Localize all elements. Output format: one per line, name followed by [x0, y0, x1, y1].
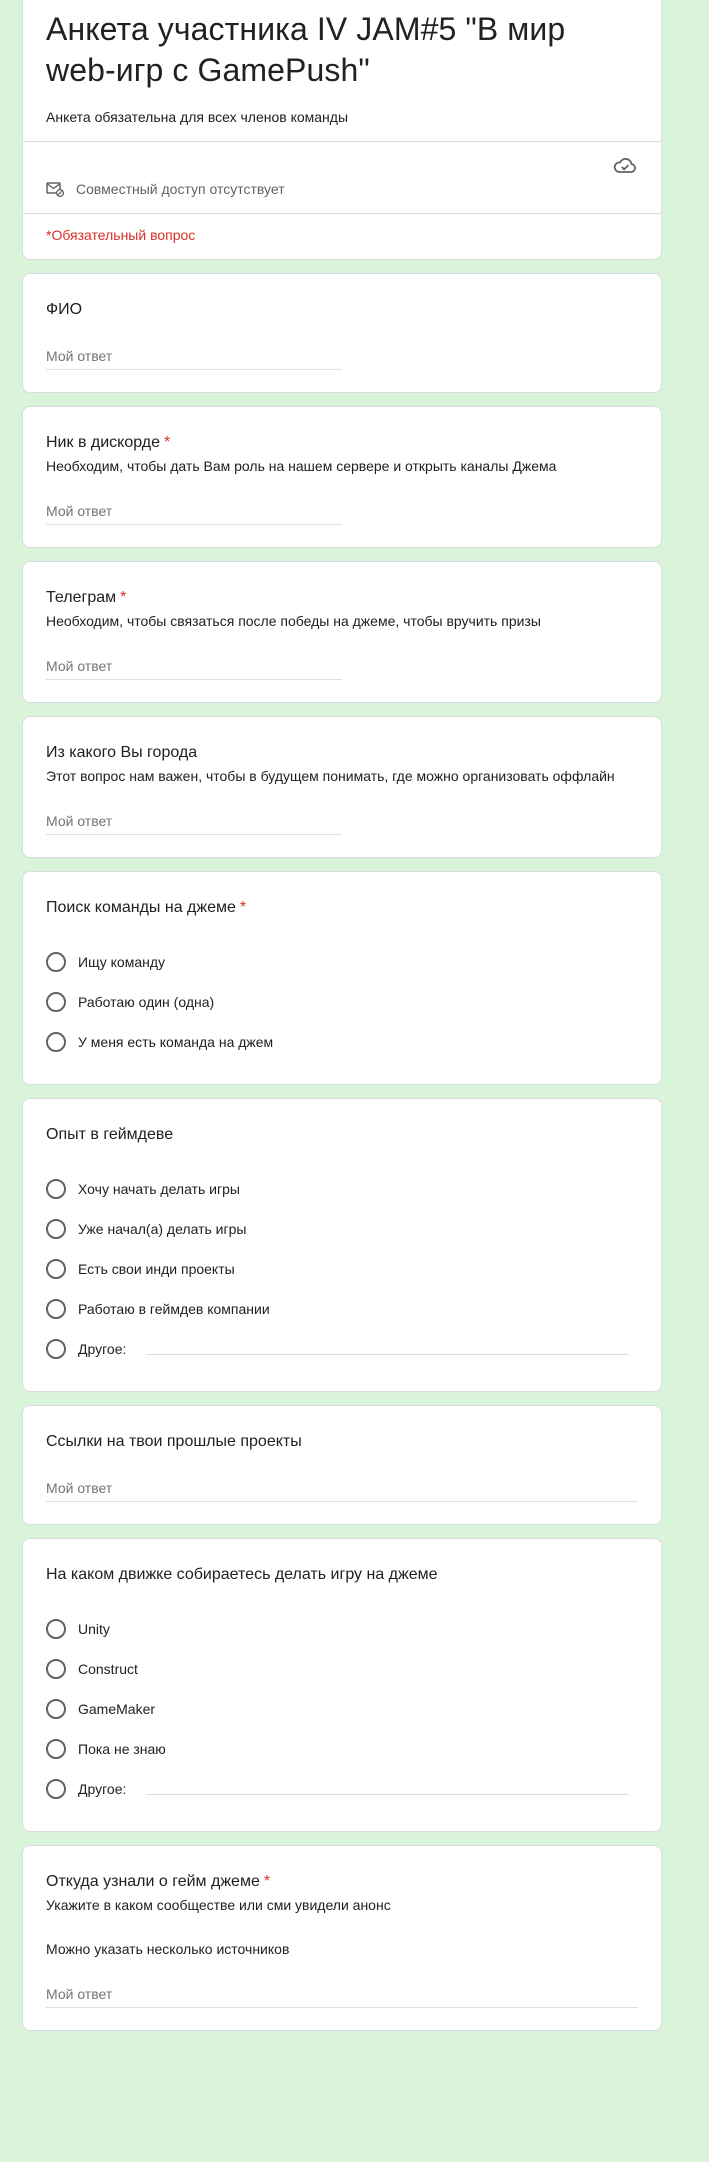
links-input[interactable]: Мой ответ	[46, 1480, 638, 1502]
question-experience	[22, 1098, 662, 1392]
other-text-input[interactable]	[146, 1354, 629, 1355]
question-title: Откуда узнали о гейм джеме *	[46, 1873, 271, 1890]
radio-button[interactable]	[46, 1259, 66, 1279]
question-description: Этот вопрос нам важен, чтобы в будущем понимать, где можно организовать оффлайн	[46, 768, 615, 784]
radio-option[interactable]: Есть свои инди проекты	[46, 1249, 637, 1289]
radio-button[interactable]	[46, 1619, 66, 1639]
question-fio	[22, 273, 662, 393]
radio-option[interactable]: Работаю один (одна)	[46, 982, 637, 1022]
question-engine	[22, 1538, 662, 1832]
question-team	[22, 871, 662, 1085]
required-star: *	[239, 899, 247, 916]
radio-button[interactable]	[46, 1179, 66, 1199]
question-city	[22, 716, 662, 858]
sharing-note: Совместный доступ отсутствует	[76, 181, 285, 197]
telegram-input[interactable]: Мой ответ	[46, 658, 342, 680]
radio-button[interactable]	[46, 1339, 66, 1359]
required-star: *	[263, 1873, 271, 1890]
form-description: Анкета обязательна для всех членов команды	[46, 109, 349, 125]
source-input[interactable]: Мой ответ	[46, 1986, 638, 2008]
form-header-card	[22, 0, 662, 260]
question-source	[22, 1845, 662, 2031]
cloud-done-icon[interactable]	[613, 156, 637, 174]
question-description-extra: Можно указать несколько источников	[46, 1941, 290, 1957]
radio-button[interactable]	[46, 1739, 66, 1759]
discord-input[interactable]: Мой ответ	[46, 503, 342, 525]
question-title: Опыт в геймдеве	[46, 1126, 174, 1143]
radio-button[interactable]	[46, 1699, 66, 1719]
radio-button[interactable]	[46, 992, 66, 1012]
radio-group	[46, 1609, 637, 1809]
radio-group	[46, 942, 637, 1062]
radio-button[interactable]	[46, 1299, 66, 1319]
radio-button[interactable]	[46, 1779, 66, 1799]
question-title: Из какого Вы города	[46, 744, 198, 761]
radio-option[interactable]: Хочу начать делать игры	[46, 1169, 637, 1209]
required-star: *	[120, 589, 127, 606]
radio-option[interactable]: У меня есть команда на джем	[46, 1022, 637, 1062]
question-description: Укажите в каком сообществе или сми увидели анонс	[46, 1897, 391, 1913]
radio-button[interactable]	[46, 1032, 66, 1052]
question-telegram	[22, 561, 662, 703]
radio-option[interactable]: GameMaker	[46, 1689, 637, 1729]
question-description: Необходим, чтобы связаться после победы на джеме, чтобы вручить призы	[46, 613, 541, 629]
radio-group	[46, 1169, 637, 1369]
radio-button[interactable]	[46, 1659, 66, 1679]
question-description: Необходим, чтобы дать Вам роль на нашем сервере и открыть каналы Джема	[46, 458, 557, 474]
radio-option[interactable]: Construct	[46, 1649, 637, 1689]
question-discord	[22, 406, 662, 548]
question-title: На каком движке собираетесь делать игру на джеме	[46, 1566, 438, 1583]
radio-button[interactable]	[46, 952, 66, 972]
radio-option[interactable]: Пока не знаю	[46, 1729, 637, 1769]
form-title: Анкета участника IV JAM#5 "В мир web-игр с GamePush"	[46, 11, 566, 88]
radio-option[interactable]: Работаю в геймдев компании	[46, 1289, 637, 1329]
required-note: *Обязательный вопрос	[46, 227, 196, 243]
radio-option[interactable]: Уже начал(а) делать игры	[46, 1209, 637, 1249]
sharing-status	[46, 181, 285, 197]
question-title: Телеграм *	[46, 589, 127, 606]
mail-no-sharing-icon	[46, 181, 64, 197]
radio-button[interactable]	[46, 1219, 66, 1239]
radio-option-other[interactable]: Другое:	[46, 1769, 637, 1809]
required-star: *	[164, 434, 171, 451]
other-text-input[interactable]	[146, 1794, 629, 1795]
question-title: Поиск команды на джеме *	[46, 899, 247, 916]
radio-option[interactable]: Ищу команду	[46, 942, 637, 982]
account-row	[23, 142, 661, 213]
fio-input[interactable]: Мой ответ	[46, 348, 342, 370]
form-container	[22, 0, 662, 2031]
question-title: Ник в дискорде *	[46, 434, 171, 451]
city-input[interactable]: Мой ответ	[46, 813, 342, 835]
radio-option[interactable]: Unity	[46, 1609, 637, 1649]
radio-option-other[interactable]: Другое:	[46, 1329, 637, 1369]
question-title: ФИО	[46, 301, 83, 318]
question-links	[22, 1405, 662, 1525]
question-title: Ссылки на твои прошлые проекты	[46, 1433, 302, 1450]
